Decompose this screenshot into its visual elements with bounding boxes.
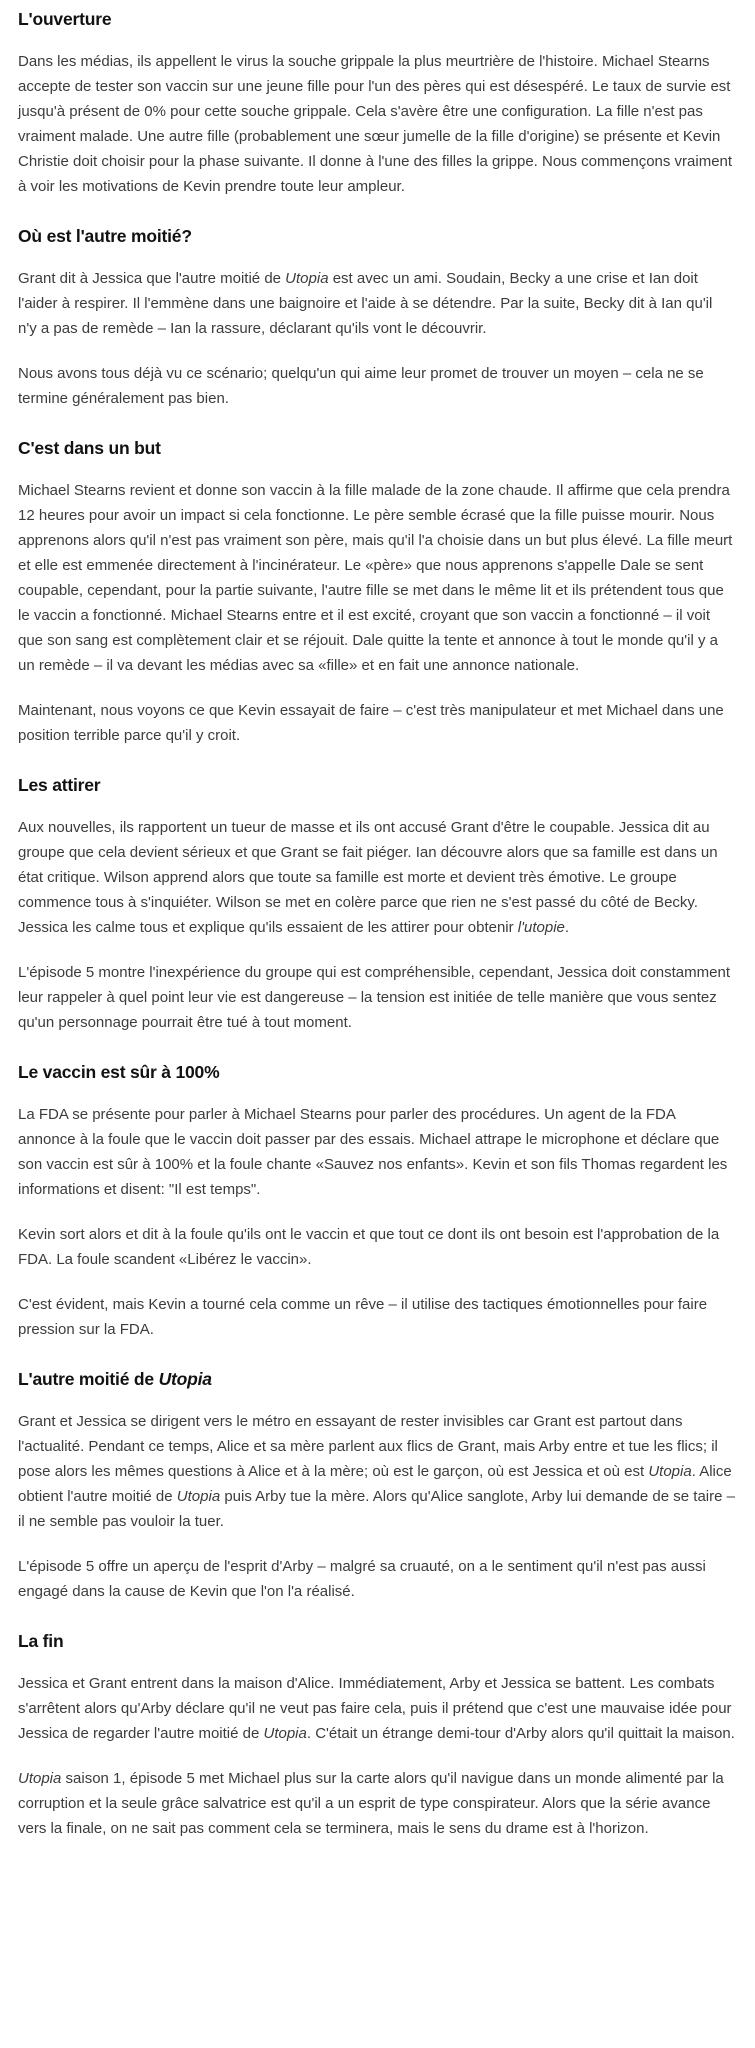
paragraph: C'est évident, mais Kevin a tourné cela comme un rêve – il utilise des tactiques émotionnelles pour faire pression sur la FDA.	[18, 1296, 708, 1338]
section-heading: Les attirer	[18, 775, 101, 795]
paragraph: Maintenant, nous voyons ce que Kevin essayait de faire – c'est très manipulateur et met Michael dans une position terrible parce qu'il y croit.	[18, 702, 724, 744]
paragraph: Dans les médias, ils appellent le virus la souche grippale la plus meurtrière de l'histoire. Michael Stearns accepte de tester son vaccin sur une jeune fille pour l'un des pères qui est désespéré. Le taux de survie est jusqu'à présent de 0% pour cette souche grippale. Cela s'avère être une configuration. La fille n'est pas vraiment malade. Une autre fille (probablement une sœur jumelle de la fille d'origine) se présente et Kevin Christie doit choisir pour la phase suivante. Il donne à l'une des filles la grippe. Nous commençons vraiment à voir les motivations de Kevin prendre toute leur ampleur.	[18, 53, 733, 195]
italic-text: Utopia	[176, 1488, 221, 1505]
section-heading: La fin	[18, 1631, 64, 1651]
italic-text: l'utopie	[517, 919, 565, 936]
paragraph: Grant dit à Jessica que l'autre moitié de Utopia est avec un ami. Soudain, Becky a une crise et Ian doit l'aider à respirer. Il l'emmène dans une baignoire et l'aide à se détendre. Par la suite, Becky dit à Ian qu'il n'y a pas de remède – Ian la rassure, déclarant qu'ils vont le découvrir.	[18, 270, 713, 337]
paragraph: La FDA se présente pour parler à Michael Stearns pour parler des procédures. Un agent de la FDA annonce à la foule que le vaccin doit passer par des essais. Michael attrape le microphone et déclare que son vaccin est sûr à 100% et la foule chante «Sauvez nos enfants». Kevin et son fils Thomas regardent les informations et disent: "Il est temps".	[18, 1106, 728, 1198]
section-heading: L'autre moitié de Utopia	[18, 1369, 212, 1389]
paragraph: Michael Stearns revient et donne son vaccin à la fille malade de la zone chaude. Il affirme que cela prendra 12 heures pour avoir un impact si cela fonctionne. Le père semble écrasé que la fille puisse mourir. Nous apprenons alors qu'il n'est pas vraiment son père, mais qu'il l'a choisie dans un but plus élevé. La fille meurt et elle est emmenée directement à l'incinérateur. Le «père» que nous apprenons s'appelle Dale se sent coupable, cependant, pour la partie suivante, l'autre fille se met dans le même lit et ils prétendent tous que le vaccin a fonctionné. Michael Stearns entre et il est excité, croyant que son vaccin a fonctionné – il voit que son sang est complètement clair et se réjouit. Dale quitte la tente et annonce à tout le monde qu'il y a un remède – il va devant les médias avec sa «fille» et en fait une annonce nationale.	[18, 482, 733, 674]
section-heading: C'est dans un but	[18, 438, 161, 458]
paragraph: Grant et Jessica se dirigent vers le métro en essayant de rester invisibles car Grant est partout dans l'actualité. Pendant ce temps, Alice et sa mère parlent aux flics de Grant, mais Arby entre et tue les flics; il pose alors les mêmes questions à Alice et à la mère; où est le garçon, où est Jessica et où est Utopia. Alice obtient l'autre moitié de Utopia puis Arby tue la mère. Alors qu'Alice sanglote, Arby lui demande de se taire – il ne semble pas vouloir la tuer.	[18, 1413, 735, 1530]
section-heading: L'ouverture	[18, 9, 112, 29]
paragraph: Kevin sort alors et dit à la foule qu'ils ont le vaccin et que tout ce dont ils ont besoin est l'approbation de la FDA. La foule scandent «Libérez le vaccin».	[18, 1226, 720, 1268]
paragraph: L'épisode 5 offre un aperçu de l'esprit d'Arby – malgré sa cruauté, on a le sentiment qu'il n'est pas aussi engagé dans la cause de Kevin que l'on l'a réalisé.	[18, 1558, 706, 1600]
section-heading: Où est l'autre moitié?	[18, 226, 192, 246]
paragraph: Aux nouvelles, ils rapportent un tueur de masse et ils ont accusé Grant d'être le coupable. Jessica dit au groupe que cela devient sérieux et que Grant se fait piéger. Ian découvre alors que sa famille est dans un état critique. Wilson apprend alors que toute sa famille est morte et devient très émotive. Le groupe commence tous à s'inquiéter. Wilson se met en colère parce que rien ne s'est passé du côté de Becky. Jessica les calme tous et explique qu'ils essaient de les attirer pour obtenir l'utopie.	[18, 819, 718, 936]
italic-text: Utopia	[263, 1725, 307, 1742]
italic-text: Utopia	[158, 1369, 212, 1389]
paragraph: Jessica et Grant entrent dans la maison d'Alice. Immédiatement, Arby et Jessica se battent. Les combats s'arrêtent alors qu'Arby déclare qu'il ne veut pas faire cela, puis il prétend que c'est une mauvaise idée pour Jessica de regarder l'autre moitié de Utopia. C'était un étrange demi-tour d'Arby alors qu'il quittait la maison.	[18, 1675, 735, 1742]
paragraph: L'épisode 5 montre l'inexpérience du groupe qui est compréhensible, cependant, Jessica doit constamment leur rappeler à quel point leur vie est dangereuse – la tension est initiée de telle manière que vous sentez qu'un personnage pourrait être tué à tout moment.	[18, 964, 730, 1031]
article-body	[18, 9, 735, 1841]
italic-text: Utopia	[648, 1463, 692, 1480]
italic-text: Utopia	[18, 1770, 62, 1787]
italic-text: Utopia	[285, 270, 329, 287]
paragraph: Utopia saison 1, épisode 5 met Michael plus sur la carte alors qu'il navigue dans un monde alimenté par la corruption et la seule grâce salvatrice est qu'il a un esprit de type conspirateur. Alors que la série avance vers la finale, on ne sait pas comment cela se terminera, mais le sens du drame est à l'horizon.	[18, 1770, 724, 1837]
paragraph: Nous avons tous déjà vu ce scénario; quelqu'un qui aime leur promet de trouver un moyen – cela ne se termine généralement pas bien.	[18, 365, 704, 407]
section-heading: Le vaccin est sûr à 100%	[18, 1062, 220, 1082]
